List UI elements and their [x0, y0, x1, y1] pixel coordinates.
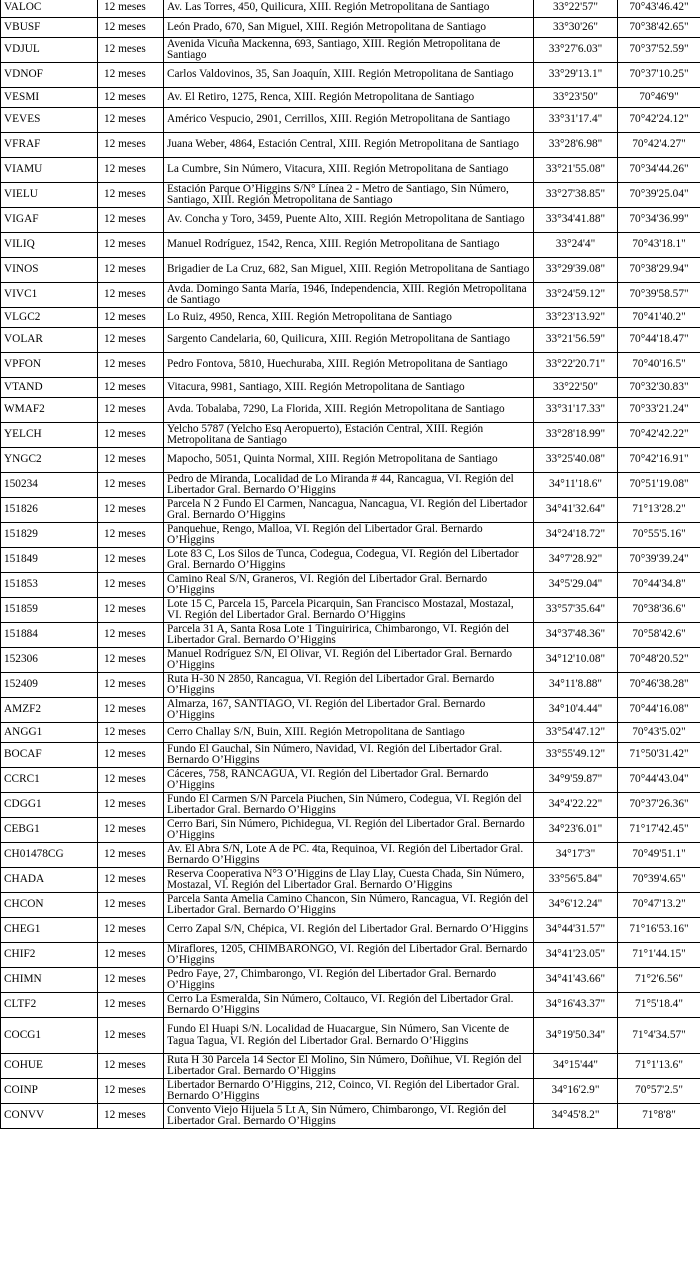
- longitude-cell: 70°39'4.65": [618, 868, 700, 893]
- table-row: [1, 183, 700, 208]
- period-cell: 12 meses: [98, 993, 164, 1018]
- latitude-cell: 34°17'3": [534, 843, 618, 868]
- address-cell: Ruta H-30 N 2850, Rancagua, VI. Región del Libertador Gral. Bernardo O’Higgins: [164, 673, 534, 698]
- period-cell: 12 meses: [98, 158, 164, 183]
- longitude-cell: 71°1'13.6": [618, 1054, 700, 1079]
- longitude-cell: 70°44'16.08": [618, 698, 700, 723]
- table-row: [1, 423, 700, 448]
- period-cell: 12 meses: [98, 398, 164, 423]
- table-row: [1, 398, 700, 423]
- period-cell: 12 meses: [98, 623, 164, 648]
- table-row: [1, 18, 700, 38]
- latitude-cell: 33°22'50": [534, 378, 618, 398]
- longitude-cell: 70°38'36.6": [618, 598, 700, 623]
- period-cell: 12 meses: [98, 233, 164, 258]
- period-cell: 12 meses: [98, 548, 164, 573]
- longitude-cell: 70°47'13.2": [618, 893, 700, 918]
- table-row: [1, 1104, 700, 1129]
- latitude-cell: 33°30'26": [534, 18, 618, 38]
- address-cell: Fundo El Carmen S/N Parcela Piuchen, Sin Número, Codegua, VI. Región del Libertador Gral. Bernardo O’Higgins: [164, 793, 534, 818]
- latitude-cell: 33°54'47.12": [534, 723, 618, 743]
- address-cell: Estación Parque O’Higgins S/N° Línea 2 - Metro de Santiago, Sin Número, Santiago, XIII. Región Metropolitana de Santiago: [164, 183, 534, 208]
- longitude-cell: 70°40'16.5": [618, 353, 700, 378]
- site-code-cell: AMZF2: [1, 698, 98, 723]
- address-cell: Av. El Retiro, 1275, Renca, XIII. Región Metropolitana de Santiago: [164, 88, 534, 108]
- longitude-cell: 70°42'42.22": [618, 423, 700, 448]
- latitude-cell: 34°41'32.64": [534, 498, 618, 523]
- table-row: [1, 918, 700, 943]
- latitude-cell: 34°11'8.88": [534, 673, 618, 698]
- period-cell: 12 meses: [98, 423, 164, 448]
- site-code-cell: COHUE: [1, 1054, 98, 1079]
- longitude-cell: 70°58'42.6": [618, 623, 700, 648]
- period-cell: 12 meses: [98, 208, 164, 233]
- site-code-cell: 150234: [1, 473, 98, 498]
- address-cell: Almarza, 167, SANTIAGO, VI. Región del Libertador Gral. Bernardo O’Higgins: [164, 698, 534, 723]
- site-code-cell: VDNOF: [1, 63, 98, 88]
- site-code-cell: 151859: [1, 598, 98, 623]
- address-cell: Manuel Rodríguez S/N, El Olivar, VI. Región del Libertador Gral. Bernardo O’Higgins: [164, 648, 534, 673]
- period-cell: 12 meses: [98, 1104, 164, 1129]
- table-row: [1, 0, 700, 18]
- period-cell: 12 meses: [98, 793, 164, 818]
- table-row: [1, 1018, 700, 1054]
- period-cell: 12 meses: [98, 868, 164, 893]
- period-cell: 12 meses: [98, 648, 164, 673]
- longitude-cell: 70°34'36.99": [618, 208, 700, 233]
- period-cell: 12 meses: [98, 133, 164, 158]
- site-code-cell: VFRAF: [1, 133, 98, 158]
- site-code-cell: CEBG1: [1, 818, 98, 843]
- latitude-cell: 33°56'5.84": [534, 868, 618, 893]
- latitude-cell: 34°11'18.6": [534, 473, 618, 498]
- address-cell: Avda. Tobalaba, 7290, La Florida, XIII. Región Metropolitana de Santiago: [164, 398, 534, 423]
- address-cell: Avenida Vicuña Mackenna, 693, Santiago, XIII. Región Metropolitana de Santiago: [164, 38, 534, 63]
- longitude-cell: 70°44'43.04": [618, 768, 700, 793]
- address-cell: Convento Viejo Hijuela 5 Lt A, Sin Número, Chimbarongo, VI. Región del Libertador Gral. Bernardo O’Higgins: [164, 1104, 534, 1129]
- period-cell: 12 meses: [98, 88, 164, 108]
- longitude-cell: 70°37'26.36": [618, 793, 700, 818]
- latitude-cell: 33°34'41.88": [534, 208, 618, 233]
- site-code-cell: CHIF2: [1, 943, 98, 968]
- period-cell: 12 meses: [98, 523, 164, 548]
- latitude-cell: 34°7'28.92": [534, 548, 618, 573]
- period-cell: 12 meses: [98, 743, 164, 768]
- longitude-cell: 70°46'38.28": [618, 673, 700, 698]
- latitude-cell: 34°37'48.36": [534, 623, 618, 648]
- longitude-cell: 70°42'16.91": [618, 448, 700, 473]
- longitude-cell: 70°39'39.24": [618, 548, 700, 573]
- address-cell: Manuel Rodríguez, 1542, Renca, XIII. Región Metropolitana de Santiago: [164, 233, 534, 258]
- longitude-cell: 70°33'21.24": [618, 398, 700, 423]
- period-cell: 12 meses: [98, 18, 164, 38]
- latitude-cell: 34°6'12.24": [534, 893, 618, 918]
- longitude-cell: 70°37'52.59": [618, 38, 700, 63]
- latitude-cell: 33°21'56.59": [534, 328, 618, 353]
- table-row: [1, 498, 700, 523]
- site-code-cell: COINP: [1, 1079, 98, 1104]
- longitude-cell: 70°42'24.12": [618, 108, 700, 133]
- table-row: [1, 548, 700, 573]
- site-code-cell: VBUSF: [1, 18, 98, 38]
- address-cell: Sargento Candelaria, 60, Quilicura, XIII. Región Metropolitana de Santiago: [164, 328, 534, 353]
- period-cell: 12 meses: [98, 893, 164, 918]
- latitude-cell: 33°22'20.71": [534, 353, 618, 378]
- table-row: [1, 133, 700, 158]
- site-code-cell: 151826: [1, 498, 98, 523]
- address-cell: Cerro La Esmeralda, Sin Número, Coltauco, VI. Región del Libertador Gral. Bernardo O’Higgins: [164, 993, 534, 1018]
- table-row: [1, 523, 700, 548]
- latitude-cell: 33°21'55.08": [534, 158, 618, 183]
- period-cell: 12 meses: [98, 1079, 164, 1104]
- longitude-cell: 70°32'30.83": [618, 378, 700, 398]
- latitude-cell: 34°9'59.87": [534, 768, 618, 793]
- longitude-cell: 71°50'31.42": [618, 743, 700, 768]
- table-row: [1, 108, 700, 133]
- latitude-cell: 34°10'4.44": [534, 698, 618, 723]
- longitude-cell: 70°44'18.47": [618, 328, 700, 353]
- longitude-cell: 70°57'2.5": [618, 1079, 700, 1104]
- table-row: [1, 88, 700, 108]
- address-cell: Reserva Cooperativa N°3 O’Higgins de Llay Llay, Cuesta Chada, Sin Número, Mostazal, VI. Región del Libertador Gral. Bernardo O’Higgins: [164, 868, 534, 893]
- latitude-cell: 34°24'18.72": [534, 523, 618, 548]
- site-code-cell: CDGG1: [1, 793, 98, 818]
- period-cell: 12 meses: [98, 723, 164, 743]
- longitude-cell: 70°48'20.52": [618, 648, 700, 673]
- site-code-cell: BOCAF: [1, 743, 98, 768]
- longitude-cell: 70°43'18.1": [618, 233, 700, 258]
- table-row: [1, 843, 700, 868]
- period-cell: 12 meses: [98, 38, 164, 63]
- table-row: [1, 573, 700, 598]
- longitude-cell: 70°39'25.04": [618, 183, 700, 208]
- address-cell: Ruta H 30 Parcela 14 Sector El Molino, Sin Número, Doñihue, VI. Región del Libertador Gral. Bernardo O’Higgins: [164, 1054, 534, 1079]
- table-row: [1, 648, 700, 673]
- longitude-cell: 71°13'28.2": [618, 498, 700, 523]
- table-row: [1, 158, 700, 183]
- table-row: [1, 448, 700, 473]
- period-cell: 12 meses: [98, 573, 164, 598]
- table-row: [1, 723, 700, 743]
- address-cell: Pedro Fontova, 5810, Huechuraba, XIII. Región Metropolitana de Santiago: [164, 353, 534, 378]
- address-cell: Camino Real S/N, Graneros, VI. Región del Libertador Gral. Bernardo O’Higgins: [164, 573, 534, 598]
- address-cell: Avda. Domingo Santa María, 1946, Independencia, XIII. Región Metropolitana de Santiago: [164, 283, 534, 308]
- address-cell: Cerro Challay S/N, Buin, XIII. Región Metropolitana de Santiago: [164, 723, 534, 743]
- table-row: [1, 943, 700, 968]
- site-code-cell: CONVV: [1, 1104, 98, 1129]
- site-code-cell: VLGC2: [1, 308, 98, 328]
- period-cell: 12 meses: [98, 968, 164, 993]
- site-code-cell: VINOS: [1, 258, 98, 283]
- table-row: [1, 353, 700, 378]
- table-row: [1, 868, 700, 893]
- latitude-cell: 33°23'50": [534, 88, 618, 108]
- latitude-cell: 33°55'49.12": [534, 743, 618, 768]
- period-cell: 12 meses: [98, 1018, 164, 1054]
- table-row: [1, 258, 700, 283]
- site-code-cell: 152306: [1, 648, 98, 673]
- longitude-cell: 71°17'42.45": [618, 818, 700, 843]
- table-row: [1, 473, 700, 498]
- site-code-cell: ANGG1: [1, 723, 98, 743]
- address-cell: Parcela Santa Amelia Camino Chancon, Sin Número, Rancagua, VI. Región del Libertador Gral. Bernardo O’Higgins: [164, 893, 534, 918]
- latitude-cell: 33°24'59.12": [534, 283, 618, 308]
- table-row: [1, 743, 700, 768]
- table-row: [1, 818, 700, 843]
- site-code-cell: COCG1: [1, 1018, 98, 1054]
- site-code-cell: WMAF2: [1, 398, 98, 423]
- table-row: [1, 893, 700, 918]
- longitude-cell: 70°38'42.65": [618, 18, 700, 38]
- address-cell: Fundo El Huapi S/N. Localidad de Huacargue, Sin Número, San Vicente de Tagua Tagua, VI. Región del Libertador Gral. Bernardo O’Higgins: [164, 1018, 534, 1054]
- address-cell: Cerro Bari, Sin Número, Pichidegua, VI. Región del Libertador Gral. Bernardo O’Higgins: [164, 818, 534, 843]
- longitude-cell: 70°44'34.8": [618, 573, 700, 598]
- period-cell: 12 meses: [98, 598, 164, 623]
- sites-table-body: [1, 0, 700, 1129]
- address-cell: La Cumbre, Sin Número, Vitacura, XIII. Región Metropolitana de Santiago: [164, 158, 534, 183]
- table-row: [1, 1054, 700, 1079]
- latitude-cell: 33°31'17.4": [534, 108, 618, 133]
- latitude-cell: 33°29'13.1": [534, 63, 618, 88]
- table-row: [1, 793, 700, 818]
- latitude-cell: 33°23'13.92": [534, 308, 618, 328]
- latitude-cell: 34°15'44": [534, 1054, 618, 1079]
- site-code-cell: VIAMU: [1, 158, 98, 183]
- table-row: [1, 993, 700, 1018]
- longitude-cell: 70°41'40.2": [618, 308, 700, 328]
- site-code-cell: YELCH: [1, 423, 98, 448]
- latitude-cell: 33°57'35.64": [534, 598, 618, 623]
- site-code-cell: VDJUL: [1, 38, 98, 63]
- period-cell: 12 meses: [98, 353, 164, 378]
- address-cell: Juana Weber, 4864, Estación Central, XIII. Región Metropolitana de Santiago: [164, 133, 534, 158]
- address-cell: Parcela 31 A, Santa Rosa Lote 1 Tinguiririca, Chimbarongo, VI. Región del Libertador Gral. Bernardo O’Higgins: [164, 623, 534, 648]
- site-code-cell: VIVC1: [1, 283, 98, 308]
- address-cell: Lote 15 C, Parcela 15, Parcela Picarquin, San Francisco Mostazal, Mostazal, VI. Región del Libertador Gral. Bernardo O’Higgins: [164, 598, 534, 623]
- site-code-cell: 151853: [1, 573, 98, 598]
- table-row: [1, 233, 700, 258]
- latitude-cell: 34°41'23.05": [534, 943, 618, 968]
- table-row: [1, 698, 700, 723]
- address-cell: Vitacura, 9981, Santiago, XIII. Región Metropolitana de Santiago: [164, 378, 534, 398]
- table-row: [1, 1079, 700, 1104]
- longitude-cell: 71°5'18.4": [618, 993, 700, 1018]
- longitude-cell: 70°42'4.27": [618, 133, 700, 158]
- latitude-cell: 34°4'22.22": [534, 793, 618, 818]
- table-row: [1, 623, 700, 648]
- site-code-cell: CHEG1: [1, 918, 98, 943]
- period-cell: 12 meses: [98, 918, 164, 943]
- site-code-cell: YNGC2: [1, 448, 98, 473]
- period-cell: 12 meses: [98, 0, 164, 18]
- address-cell: Miraflores, 1205, CHIMBARONGO, VI. Región del Libertador Gral. Bernardo O’Higgins: [164, 943, 534, 968]
- longitude-cell: 70°34'44.26": [618, 158, 700, 183]
- site-code-cell: CH01478CG: [1, 843, 98, 868]
- table-row: [1, 598, 700, 623]
- site-code-cell: VIELU: [1, 183, 98, 208]
- longitude-cell: 71°1'44.15": [618, 943, 700, 968]
- period-cell: 12 meses: [98, 63, 164, 88]
- period-cell: 12 meses: [98, 673, 164, 698]
- longitude-cell: 70°43'5.02": [618, 723, 700, 743]
- address-cell: Fundo El Gauchal, Sin Número, Navidad, VI. Región del Libertador Gral. Bernardo O’Higgins: [164, 743, 534, 768]
- period-cell: 12 meses: [98, 768, 164, 793]
- latitude-cell: 33°28'18.99": [534, 423, 618, 448]
- site-code-cell: VOLAR: [1, 328, 98, 353]
- longitude-cell: 70°37'10.25": [618, 63, 700, 88]
- table-row: [1, 308, 700, 328]
- period-cell: 12 meses: [98, 308, 164, 328]
- period-cell: 12 meses: [98, 108, 164, 133]
- period-cell: 12 meses: [98, 818, 164, 843]
- latitude-cell: 34°19'50.34": [534, 1018, 618, 1054]
- period-cell: 12 meses: [98, 448, 164, 473]
- latitude-cell: 34°45'8.2": [534, 1104, 618, 1129]
- site-code-cell: CHIMN: [1, 968, 98, 993]
- latitude-cell: 34°5'29.04": [534, 573, 618, 598]
- period-cell: 12 meses: [98, 943, 164, 968]
- site-code-cell: VPFON: [1, 353, 98, 378]
- latitude-cell: 34°41'43.66": [534, 968, 618, 993]
- longitude-cell: 70°49'51.1": [618, 843, 700, 868]
- period-cell: 12 meses: [98, 328, 164, 353]
- longitude-cell: 70°55'5.16": [618, 523, 700, 548]
- address-cell: Av. Concha y Toro, 3459, Puente Alto, XIII. Región Metropolitana de Santiago: [164, 208, 534, 233]
- address-cell: Av. Las Torres, 450, Quilicura, XIII. Región Metropolitana de Santiago: [164, 0, 534, 18]
- address-cell: Carlos Valdovinos, 35, San Joaquín, XIII. Región Metropolitana de Santiago: [164, 63, 534, 88]
- address-cell: Panquehue, Rengo, Malloa, VI. Región del Libertador Gral. Bernardo O’Higgins: [164, 523, 534, 548]
- longitude-cell: 71°4'34.57": [618, 1018, 700, 1054]
- table-row: [1, 968, 700, 993]
- address-cell: Cáceres, 758, RANCAGUA, VI. Región del Libertador Gral. Bernardo O’Higgins: [164, 768, 534, 793]
- longitude-cell: 71°2'6.56": [618, 968, 700, 993]
- period-cell: 12 meses: [98, 473, 164, 498]
- table-row: [1, 63, 700, 88]
- address-cell: Américo Vespucio, 2901, Cerrillos, XIII. Región Metropolitana de Santiago: [164, 108, 534, 133]
- table-row: [1, 328, 700, 353]
- address-cell: Lote 83 C, Los Silos de Tunca, Codegua, Codegua, VI. Región del Libertador Gral. Bernardo O’Higgins: [164, 548, 534, 573]
- site-code-cell: VEVES: [1, 108, 98, 133]
- longitude-cell: 70°43'46.42": [618, 0, 700, 18]
- period-cell: 12 meses: [98, 183, 164, 208]
- latitude-cell: 33°25'40.08": [534, 448, 618, 473]
- latitude-cell: 34°16'2.9": [534, 1079, 618, 1104]
- address-cell: Mapocho, 5051, Quinta Normal, XIII. Región Metropolitana de Santiago: [164, 448, 534, 473]
- site-code-cell: CHCON: [1, 893, 98, 918]
- site-code-cell: 152409: [1, 673, 98, 698]
- latitude-cell: 33°27'6.03": [534, 38, 618, 63]
- latitude-cell: 34°23'6.01": [534, 818, 618, 843]
- longitude-cell: 70°39'58.57": [618, 283, 700, 308]
- longitude-cell: 71°8'8": [618, 1104, 700, 1129]
- site-code-cell: VTAND: [1, 378, 98, 398]
- site-code-cell: 151849: [1, 548, 98, 573]
- longitude-cell: 70°46'9": [618, 88, 700, 108]
- site-code-cell: VALOC: [1, 0, 98, 18]
- latitude-cell: 33°29'39.08": [534, 258, 618, 283]
- address-cell: Pedro Faye, 27, Chimbarongo, VI. Región del Libertador Gral. Bernardo O’Higgins: [164, 968, 534, 993]
- address-cell: Cerro Zapal S/N, Chépica, VI. Región del Libertador Gral. Bernardo O’Higgins: [164, 918, 534, 943]
- site-code-cell: 151884: [1, 623, 98, 648]
- period-cell: 12 meses: [98, 843, 164, 868]
- site-code-cell: VESMI: [1, 88, 98, 108]
- period-cell: 12 meses: [98, 283, 164, 308]
- latitude-cell: 33°31'17.33": [534, 398, 618, 423]
- site-code-cell: CLTF2: [1, 993, 98, 1018]
- address-cell: Brigadier de La Cruz, 682, San Miguel, XIII. Región Metropolitana de Santiago: [164, 258, 534, 283]
- address-cell: Pedro de Miranda, Localidad de Lo Miranda # 44, Rancagua, VI. Región del Libertador Gral. Bernardo O’Higgins: [164, 473, 534, 498]
- latitude-cell: 34°44'31.57": [534, 918, 618, 943]
- table-row: [1, 378, 700, 398]
- longitude-cell: 70°38'29.94": [618, 258, 700, 283]
- site-code-cell: VILIQ: [1, 233, 98, 258]
- latitude-cell: 33°27'38.85": [534, 183, 618, 208]
- latitude-cell: 34°16'43.37": [534, 993, 618, 1018]
- latitude-cell: 33°28'6.98": [534, 133, 618, 158]
- address-cell: Lo Ruiz, 4950, Renca, XIII. Región Metropolitana de Santiago: [164, 308, 534, 328]
- table-row: [1, 768, 700, 793]
- latitude-cell: 34°12'10.08": [534, 648, 618, 673]
- period-cell: 12 meses: [98, 698, 164, 723]
- latitude-cell: 33°22'57": [534, 0, 618, 18]
- longitude-cell: 71°16'53.16": [618, 918, 700, 943]
- latitude-cell: 33°24'4": [534, 233, 618, 258]
- table-row: [1, 673, 700, 698]
- period-cell: 12 meses: [98, 258, 164, 283]
- site-code-cell: VIGAF: [1, 208, 98, 233]
- table-row: [1, 208, 700, 233]
- site-code-cell: CCRC1: [1, 768, 98, 793]
- address-cell: Av. El Abra S/N, Lote A de PC. 4ta, Requinoa, VI. Región del Libertador Gral. Bernardo O’Higgins: [164, 843, 534, 868]
- address-cell: Parcela N 2 Fundo El Carmen, Nancagua, Nancagua, VI. Región del Libertador Gral. Bernardo O’Higgins: [164, 498, 534, 523]
- longitude-cell: 70°51'19.08": [618, 473, 700, 498]
- site-code-cell: CHADA: [1, 868, 98, 893]
- address-cell: Yelcho 5787 (Yelcho Esq Aeropuerto), Estación Central, XIII. Región Metropolitana de Santiago: [164, 423, 534, 448]
- period-cell: 12 meses: [98, 1054, 164, 1079]
- table-row: [1, 283, 700, 308]
- table-row: [1, 38, 700, 63]
- address-cell: León Prado, 670, San Miguel, XIII. Región Metropolitana de Santiago: [164, 18, 534, 38]
- address-cell: Libertador Bernardo O’Higgins, 212, Coinco, VI. Región del Libertador Gral. Bernardo O’Higgins: [164, 1079, 534, 1104]
- period-cell: 12 meses: [98, 498, 164, 523]
- period-cell: 12 meses: [98, 378, 164, 398]
- site-code-cell: 151829: [1, 523, 98, 548]
